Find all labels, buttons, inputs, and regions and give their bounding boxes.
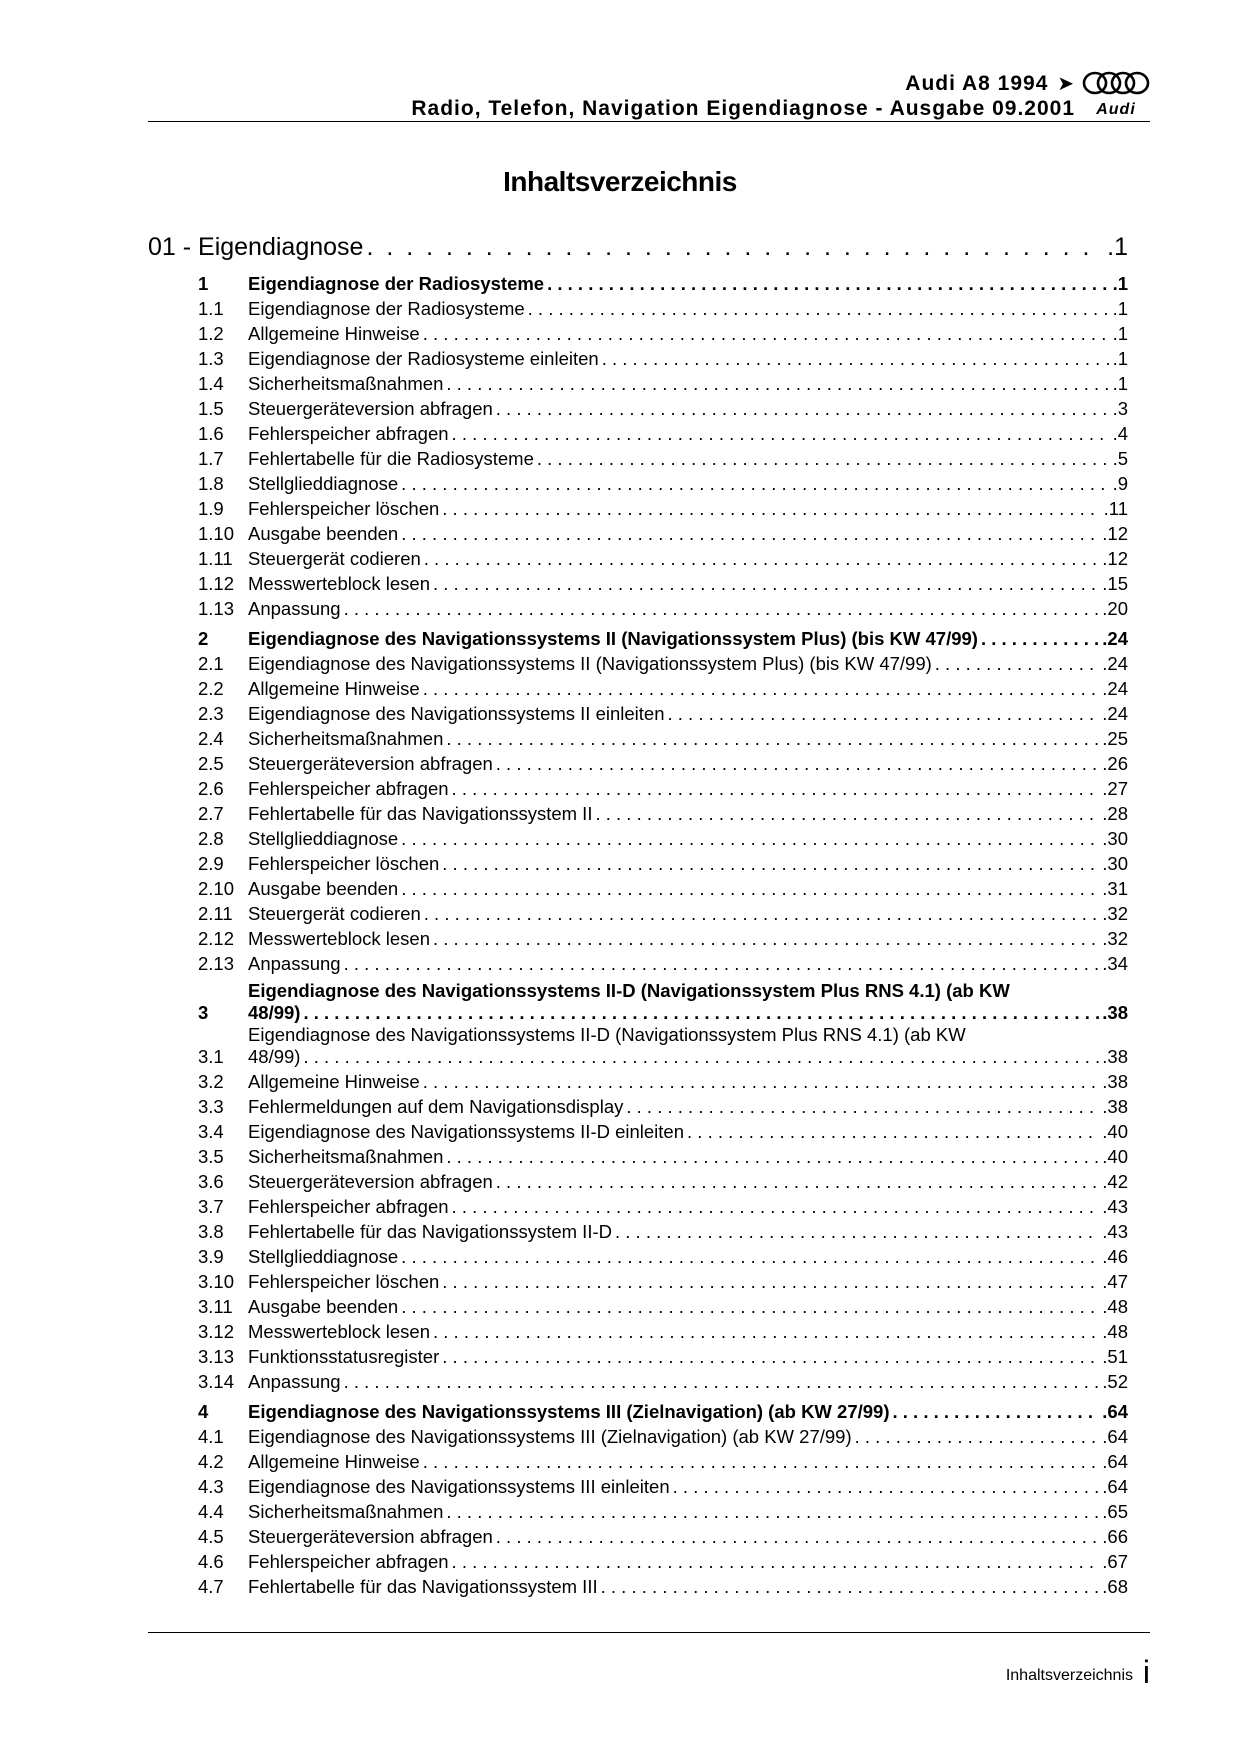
leader-dots: [595, 803, 1099, 825]
toc-subsection-entry[interactable]: [148, 875, 1128, 900]
entry-page: .12: [1102, 523, 1128, 544]
entry-title: Eigendiagnose des Navigationssystems III (Zielnavigation) (ab KW 27/99): [248, 1426, 852, 1447]
entry-page: .51: [1102, 1346, 1128, 1367]
entry-title: Eigendiagnose der Radiosysteme einleiten: [248, 348, 599, 369]
entry-page: .31: [1102, 878, 1128, 899]
toc-section-entry[interactable]: [148, 270, 1128, 295]
toc-section-entry[interactable]: [148, 980, 1128, 1024]
entry-title: Eigendiagnose des Navigationssystems II (Navigationssystem Plus) (bis KW 47/99): [248, 628, 978, 649]
leader-dots: [452, 1551, 1100, 1573]
header-model-text: Audi A8 1994: [905, 72, 1049, 95]
entry-title: Messwerteblock lesen: [248, 1321, 430, 1342]
entry-number: 3.4: [198, 1121, 224, 1142]
header-model: [905, 71, 1075, 96]
entry-page: .64: [1102, 1476, 1128, 1497]
leader-dots: [452, 778, 1100, 800]
entry-page: .32: [1102, 903, 1128, 924]
entry-page: .38: [1102, 1071, 1128, 1092]
entry-number: 1.9: [198, 498, 224, 519]
entry-number: 2.13: [198, 953, 235, 974]
entry-number: 3.6: [198, 1171, 224, 1192]
entry-title-line2-row: [248, 1002, 1128, 1024]
leader-dots: [446, 728, 1099, 750]
entry-page: .11: [1103, 498, 1128, 519]
leader-dots: [442, 1346, 1099, 1368]
leader-dots: [344, 598, 1100, 620]
leader-dots: [303, 1046, 1099, 1068]
toc-subsection-entry[interactable]: [148, 1024, 1128, 1068]
leader-dots: [401, 878, 1099, 900]
leader-dots: [668, 703, 1100, 725]
entry-title: Stellglieddiagnose: [248, 828, 399, 849]
toc-subsection-entry[interactable]: [148, 1498, 1128, 1523]
entry-page: .30: [1102, 828, 1128, 849]
audi-logo: [1082, 70, 1150, 118]
leader-dots: [446, 1146, 1099, 1168]
entry-number: 2: [198, 628, 209, 649]
entry-title: Sicherheitsmaßnahmen: [248, 728, 444, 749]
entry-title-line2: 48/99): [248, 1046, 301, 1067]
leader-dots: [687, 1121, 1099, 1143]
entry-number: 3.14: [198, 1371, 235, 1392]
entry-title: Fehlerspeicher löschen: [248, 498, 440, 519]
entry-page: .48: [1102, 1296, 1128, 1317]
entry-page: .25: [1102, 728, 1128, 749]
entry-title: Fehlerspeicher löschen: [248, 853, 440, 874]
toc-chapter-label: 01 - Eigendiagnose: [148, 233, 364, 261]
leader-dots: [423, 323, 1110, 345]
entry-number: 4.2: [198, 1451, 224, 1472]
entry-number: 4.5: [198, 1526, 224, 1547]
toc-subsection-entry[interactable]: [148, 295, 1128, 320]
entry-number: 3.13: [198, 1346, 235, 1367]
entry-number: 2.11: [198, 903, 233, 924]
entry-number: 2.9: [198, 853, 224, 874]
toc-chapter[interactable]: [148, 232, 1128, 262]
toc-subsection-entry[interactable]: [148, 1573, 1128, 1598]
entry-page: .20: [1102, 598, 1128, 619]
entry-number: 1: [198, 273, 209, 294]
footer-page-number: i: [1142, 1654, 1150, 1690]
footer-label: Inhaltsverzeichnis: [1005, 1667, 1133, 1684]
entry-number: 3: [198, 1002, 209, 1023]
toc-subsection-entry[interactable]: [148, 1068, 1128, 1093]
leader-dots: [496, 1526, 1100, 1548]
toc-subsection-entry[interactable]: [148, 495, 1128, 520]
toc-subsection-entry[interactable]: [148, 1293, 1128, 1318]
entry-number: 2.2: [198, 678, 224, 699]
entry-title: Fehlertabelle für die Radiosysteme: [248, 448, 534, 469]
entry-page: .24: [1102, 678, 1128, 699]
toc-subsection-entry[interactable]: [148, 1218, 1128, 1243]
leader-dots: [344, 1371, 1100, 1393]
entry-page: .12: [1102, 548, 1128, 569]
leader-dots: [442, 853, 1099, 875]
leader-dots: [452, 423, 1110, 445]
entry-title-wrap: [248, 1024, 1128, 1068]
toc-subsection-entry[interactable]: [148, 1318, 1128, 1343]
entry-number: 2.4: [198, 728, 224, 749]
entry-page: .34: [1102, 953, 1128, 974]
toc-section-entry[interactable]: [148, 1398, 1128, 1423]
entry-title: Steuergerät codieren: [248, 903, 421, 924]
entry-page: .38: [1102, 1002, 1128, 1023]
entry-title: Funktionsstatusregister: [248, 1346, 440, 1367]
entry-page: .43: [1102, 1196, 1128, 1217]
entry-number: 4: [198, 1401, 209, 1422]
toc-subsection-entry[interactable]: [148, 1193, 1128, 1218]
entry-title: Fehlertabelle für das Navigationssystem II: [248, 803, 593, 824]
entry-title: Stellglieddiagnose: [248, 473, 399, 494]
toc-subsection-entry[interactable]: [148, 345, 1128, 370]
leader-dots: [423, 678, 1100, 700]
entry-page: .66: [1102, 1526, 1128, 1547]
entry-title: Fehlerspeicher abfragen: [248, 1551, 449, 1572]
leader-dots: [547, 273, 1109, 295]
entry-number: 3.12: [198, 1321, 235, 1342]
entry-number: 3.7: [198, 1196, 224, 1217]
entry-page: .38: [1102, 1046, 1128, 1067]
entry-number: 2.7: [198, 803, 224, 824]
entry-title: Steuergerät codieren: [248, 548, 421, 569]
toc-subsection-entry[interactable]: [148, 1268, 1128, 1293]
leader-dots: [602, 348, 1110, 370]
entry-page: .30: [1102, 853, 1128, 874]
page-title: Inhaltsverzeichnis: [503, 166, 737, 197]
toc-subsection-entry[interactable]: [148, 370, 1128, 395]
entry-title: Sicherheitsmaßnahmen: [248, 1146, 444, 1167]
toc-subsection-entry[interactable]: [148, 445, 1128, 470]
leader-dots: [344, 953, 1100, 975]
leader-dots: [601, 1576, 1100, 1598]
table-of-contents: [148, 232, 1128, 1598]
leader-dots: [423, 1071, 1100, 1093]
entry-page: .40: [1102, 1146, 1128, 1167]
entry-number: 3.11: [198, 1296, 233, 1317]
entry-title: Ausgabe beenden: [248, 878, 399, 899]
entry-title: Allgemeine Hinweise: [248, 678, 420, 699]
entry-page: .28: [1102, 803, 1128, 824]
entry-page: .43: [1102, 1221, 1128, 1242]
toc-subsection-entry[interactable]: [148, 395, 1128, 420]
leader-dots: [442, 498, 1100, 520]
leader-dots: [303, 1002, 1099, 1024]
toc-subsection-entry[interactable]: [148, 595, 1128, 620]
toc-subsection-entry[interactable]: [148, 775, 1128, 800]
entry-title: Anpassung: [248, 953, 341, 974]
entry-page: .24: [1102, 628, 1128, 649]
entry-title: Ausgabe beenden: [248, 523, 399, 544]
entry-title: Eigendiagnose des Navigationssystems II einleiten: [248, 703, 665, 724]
entry-number: 2.8: [198, 828, 224, 849]
entry-number: 3.10: [198, 1271, 235, 1292]
entry-number: 4.7: [198, 1576, 224, 1597]
entry-title: Ausgabe beenden: [248, 1296, 399, 1317]
entry-title: Steuergeräteversion abfragen: [248, 1526, 493, 1547]
leader-dots: [496, 398, 1110, 420]
entry-number: 1.3: [198, 348, 224, 369]
entry-title: Anpassung: [248, 1371, 341, 1392]
entry-page: .65: [1102, 1501, 1128, 1522]
audi-rings-icon: [1082, 70, 1150, 100]
entry-title: Allgemeine Hinweise: [248, 1071, 420, 1092]
entry-number: 1.13: [198, 598, 235, 619]
entry-page: .32: [1102, 928, 1128, 949]
leader-dots: [424, 548, 1100, 570]
entry-number: 1.10: [198, 523, 235, 544]
entry-page: .24: [1102, 653, 1128, 674]
leader-dots: [424, 903, 1100, 925]
entry-title: Eigendiagnose des Navigationssystems II (Navigationssystem Plus) (bis KW 47/99): [248, 653, 932, 674]
leader-dots: [366, 233, 1104, 262]
leader-dots: [446, 373, 1109, 395]
toc-subsection-entry[interactable]: [148, 1143, 1128, 1168]
leader-dots: [401, 523, 1099, 545]
toc-subsection-entry[interactable]: [148, 1473, 1128, 1498]
entry-number: 4.1: [198, 1426, 224, 1447]
entry-page: .47: [1102, 1271, 1128, 1292]
entry-number: 2.5: [198, 753, 224, 774]
entry-number: 2.10: [198, 878, 235, 899]
leader-dots: [442, 1271, 1099, 1293]
entry-page: .27: [1102, 778, 1128, 799]
entry-title: Fehlerspeicher löschen: [248, 1271, 440, 1292]
toc-subsection-entry[interactable]: [148, 320, 1128, 345]
entry-page: .4: [1112, 423, 1128, 444]
entry-number: 4.6: [198, 1551, 224, 1572]
entry-number: 4.4: [198, 1501, 224, 1522]
entry-page: .9: [1112, 473, 1128, 494]
leader-dots: [433, 928, 1099, 950]
leader-dots: [893, 1401, 1100, 1423]
entry-number: 1.4: [198, 373, 224, 394]
toc-subsection-entry[interactable]: [148, 1548, 1128, 1573]
entry-number: 1.1: [198, 298, 224, 319]
leader-dots: [528, 298, 1110, 320]
entry-page: .64: [1102, 1426, 1128, 1447]
entry-page: .1: [1112, 348, 1128, 369]
leader-dots: [401, 828, 1099, 850]
leader-dots: [673, 1476, 1100, 1498]
leader-dots: [401, 1246, 1099, 1268]
toc-subsection-entry[interactable]: [148, 1368, 1128, 1393]
entry-number: 2.6: [198, 778, 224, 799]
entry-title: Eigendiagnose der Radiosysteme: [248, 273, 545, 294]
entry-page: .38: [1102, 1096, 1128, 1117]
entry-page: .15: [1102, 573, 1128, 594]
entry-page: .42: [1102, 1171, 1128, 1192]
entry-page: .26: [1102, 753, 1128, 774]
entry-title-line2: 48/99): [248, 1002, 301, 1023]
toc-subsection-entry[interactable]: [148, 725, 1128, 750]
leader-dots: [626, 1096, 1099, 1118]
leader-dots: [496, 753, 1100, 775]
entry-title: Fehlertabelle für das Navigationssystem III: [248, 1576, 598, 1597]
toc-subsection-entry[interactable]: [148, 545, 1128, 570]
entry-number: 3.3: [198, 1096, 224, 1117]
entry-page: .1: [1112, 373, 1128, 394]
entry-title: Eigendiagnose des Navigationssystems III (Zielnavigation) (ab KW 27/99): [248, 1401, 890, 1422]
entry-title: Steuergeräteversion abfragen: [248, 1171, 493, 1192]
toc-subsection-entry[interactable]: [148, 1448, 1128, 1473]
entry-title: Messwerteblock lesen: [248, 928, 430, 949]
entry-number: 1.2: [198, 323, 224, 344]
entry-title: Sicherheitsmaßnahmen: [248, 373, 444, 394]
leader-dots: [446, 1501, 1099, 1523]
toc-subsection-entry[interactable]: [148, 675, 1128, 700]
toc-subsection-entry[interactable]: [148, 1343, 1128, 1368]
toc-subsection-entry[interactable]: [148, 850, 1128, 875]
footer-divider: [148, 1632, 1150, 1633]
leader-dots: [433, 1321, 1099, 1343]
toc-subsection-entry[interactable]: [148, 1423, 1128, 1448]
entry-page: .64: [1102, 1401, 1128, 1422]
entry-title: Fehlertabelle für das Navigationssystem II-D: [248, 1221, 612, 1242]
leader-dots: [423, 1451, 1100, 1473]
entry-title: Eigendiagnose des Navigationssystems II-D einleiten: [248, 1121, 685, 1142]
entry-page: .46: [1102, 1246, 1128, 1267]
entry-number: 1.11: [198, 548, 233, 569]
entry-title: Messwerteblock lesen: [248, 573, 430, 594]
entry-title: Allgemeine Hinweise: [248, 323, 420, 344]
entry-number: 1.12: [198, 573, 235, 594]
entry-number: 2.3: [198, 703, 224, 724]
entry-page: .3: [1112, 398, 1128, 419]
toc-subsection-entry[interactable]: [148, 420, 1128, 445]
entry-title: Steuergeräteversion abfragen: [248, 753, 493, 774]
entry-page: .52: [1102, 1371, 1128, 1392]
toc-subsection-entry[interactable]: [148, 570, 1128, 595]
entry-number: 3.8: [198, 1221, 224, 1242]
entry-number: 2.12: [198, 928, 235, 949]
arrow-right-icon: ➤: [1057, 73, 1075, 95]
entry-page: .40: [1102, 1121, 1128, 1142]
audi-logo-word: Audi: [1096, 101, 1136, 118]
toc-subsection-entry[interactable]: [148, 900, 1128, 925]
toc-chapter-page: .1: [1107, 233, 1128, 261]
toc-subsection-entry[interactable]: [148, 700, 1128, 725]
toc-subsection-entry[interactable]: [148, 1093, 1128, 1118]
toc-subsection-entry[interactable]: [148, 750, 1128, 775]
toc-subsection-entry[interactable]: [148, 520, 1128, 545]
entry-title: Stellglieddiagnose: [248, 1246, 399, 1267]
leader-dots: [981, 628, 1099, 650]
entry-title: Fehlerspeicher abfragen: [248, 423, 449, 444]
entry-title: Anpassung: [248, 598, 341, 619]
header-subtitle: Radio, Telefon, Navigation Eigendiagnose - Ausgabe 09.2001: [411, 97, 1075, 120]
toc-subsection-entry[interactable]: [148, 470, 1128, 495]
entry-title: Fehlerspeicher abfragen: [248, 778, 449, 799]
entry-page: .48: [1102, 1321, 1128, 1342]
entry-page: .5: [1112, 448, 1128, 469]
entry-title: Eigendiagnose der Radiosysteme: [248, 298, 525, 319]
entry-number: 2.1: [198, 653, 224, 674]
entry-title-line1: Eigendiagnose des Navigationssystems II-D (Navigationssystem Plus RNS 4.1) (ab KW: [248, 980, 1010, 1001]
entry-page: .1: [1112, 323, 1128, 344]
header-divider: [148, 121, 1150, 122]
toc-subsection-entry[interactable]: [148, 950, 1128, 975]
leader-dots: [615, 1221, 1099, 1243]
entry-number: 3.2: [198, 1071, 224, 1092]
entry-number: 3.1: [198, 1046, 224, 1067]
entry-title: Fehlerspeicher abfragen: [248, 1196, 449, 1217]
entry-page: .1: [1112, 298, 1128, 319]
toc-subsection-entry[interactable]: [148, 650, 1128, 675]
leader-dots: [496, 1171, 1100, 1193]
toc-subsection-entry[interactable]: [148, 800, 1128, 825]
toc-subsection-entry[interactable]: [148, 1118, 1128, 1143]
entry-number: 1.7: [198, 448, 224, 469]
entry-number: 1.8: [198, 473, 224, 494]
leader-dots: [537, 448, 1110, 470]
entry-page: .68: [1102, 1576, 1128, 1597]
toc-subsection-entry[interactable]: [148, 1243, 1128, 1268]
leader-dots: [452, 1196, 1100, 1218]
entry-title: Eigendiagnose des Navigationssystems III einleiten: [248, 1476, 670, 1497]
toc-subsection-entry[interactable]: [148, 825, 1128, 850]
leader-dots: [401, 473, 1109, 495]
entry-page: .67: [1102, 1551, 1128, 1572]
toc-section-entry[interactable]: [148, 625, 1128, 650]
entry-page: .64: [1102, 1451, 1128, 1472]
entry-number: 3.5: [198, 1146, 224, 1167]
toc-subsection-entry[interactable]: [148, 925, 1128, 950]
entry-page: .24: [1102, 703, 1128, 724]
toc-entries: [148, 270, 1128, 1598]
leader-dots: [935, 653, 1100, 675]
entry-page: .1: [1112, 273, 1128, 294]
entry-title: Sicherheitsmaßnahmen: [248, 1501, 444, 1522]
entry-number: 1.5: [198, 398, 224, 419]
entry-number: 3.9: [198, 1246, 224, 1267]
entry-title-line2-row: [248, 1046, 1128, 1068]
toc-subsection-entry[interactable]: [148, 1523, 1128, 1548]
entry-number: 1.6: [198, 423, 224, 444]
leader-dots: [433, 573, 1099, 595]
entry-title: Allgemeine Hinweise: [248, 1451, 420, 1472]
leader-dots: [401, 1296, 1099, 1318]
entry-title-wrap: [248, 980, 1128, 1024]
entry-title: Fehlermeldungen auf dem Navigationsdisplay: [248, 1096, 624, 1117]
entry-title: Steuergeräteversion abfragen: [248, 398, 493, 419]
leader-dots: [855, 1426, 1100, 1448]
toc-subsection-entry[interactable]: [148, 1168, 1128, 1193]
entry-title-line1: Eigendiagnose des Navigationssystems II-D (Navigationssystem Plus RNS 4.1) (ab KW: [248, 1024, 966, 1045]
entry-number: 4.3: [198, 1476, 224, 1497]
